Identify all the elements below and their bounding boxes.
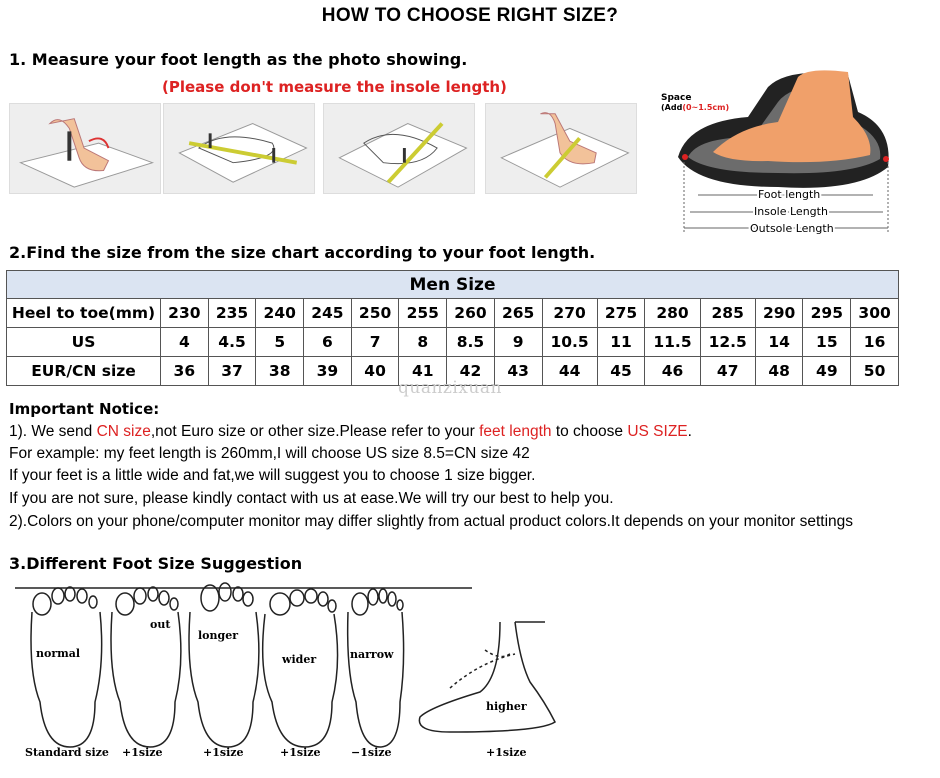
notice-line-5: 2).Colors on your phone/computer monitor may differ slightly from actual product colors.It depends on your monitor settings <box>9 513 854 530</box>
size-cell: 245 <box>304 299 352 328</box>
size-row-label: Heel to toe(mm) <box>7 299 161 328</box>
notice-line-2: For example: my feet length is 260mm,I will choose US size 8.5=CN size 42 <box>9 445 530 462</box>
size-cell: 12.5 <box>700 328 755 357</box>
measure-photo-4 <box>485 103 637 194</box>
size-cell: 46 <box>645 357 700 386</box>
foot-length-label: Foot length <box>758 188 821 201</box>
size-row-label: US <box>7 328 161 357</box>
foot-caption-standard: Standard size <box>25 746 109 759</box>
size-cell: 5 <box>256 328 304 357</box>
watermark: quanzixuan <box>398 378 502 398</box>
size-cell: 7 <box>351 328 399 357</box>
size-cell: 10.5 <box>542 328 597 357</box>
size-cell: 44 <box>542 357 597 386</box>
size-row <box>7 328 899 357</box>
size-cell: 40 <box>351 357 399 386</box>
size-cell: 9 <box>494 328 542 357</box>
page-title: HOW TO CHOOSE RIGHT SIZE? <box>321 5 619 26</box>
space-label: Space <box>661 93 692 103</box>
size-cell: 39 <box>304 357 352 386</box>
size-cell: 36 <box>161 357 209 386</box>
size-cell: 295 <box>803 299 851 328</box>
feet-length-highlight: feet length <box>479 423 552 440</box>
size-cell: 4 <box>161 328 209 357</box>
notice-line-1: 1). We send CN size,not Euro size or other size.Please refer to your feet length to choose US SIZE. <box>9 423 692 440</box>
space-range: (0~1.5cm) <box>682 103 730 112</box>
foot-caption-out: +1size <box>122 746 163 759</box>
size-cell: 49 <box>803 357 851 386</box>
size-cell: 235 <box>208 299 256 328</box>
size-cell: 37 <box>208 357 256 386</box>
size-cell: 45 <box>597 357 645 386</box>
size-cell: 48 <box>755 357 803 386</box>
size-cell: 47 <box>700 357 755 386</box>
size-chart-header: Men Size <box>7 271 899 299</box>
foot-inner-normal: normal <box>36 647 81 660</box>
size-row <box>7 299 899 328</box>
cn-size-highlight: CN size <box>96 423 151 440</box>
size-cell: 260 <box>447 299 495 328</box>
foot-inner-higher: higher <box>486 700 527 713</box>
outsole-length-label: Outsole Length <box>750 222 834 235</box>
foot-length-diagram <box>658 67 904 239</box>
notice-heading: Important Notice: <box>9 400 160 418</box>
insole-warning: (Please don't measure the insole length) <box>162 78 507 96</box>
us-size-highlight: US SIZE <box>627 423 688 440</box>
size-cell: 38 <box>256 357 304 386</box>
foot-inner-narrow: narrow <box>350 648 394 661</box>
size-cell: 300 <box>851 299 899 328</box>
size-cell: 41 <box>399 357 447 386</box>
size-cell: 42 <box>447 357 495 386</box>
size-cell: 270 <box>542 299 597 328</box>
size-cell: 50 <box>851 357 899 386</box>
foot-caption-narrow: −1size <box>351 746 392 759</box>
size-cell: 250 <box>351 299 399 328</box>
size-cell: 265 <box>494 299 542 328</box>
size-cell: 6 <box>304 328 352 357</box>
size-cell: 11.5 <box>645 328 700 357</box>
space-add-prefix: (Add <box>661 103 683 112</box>
notice-line-3: If your feet is a little wide and fat,we will suggest you to choose 1 size bigger. <box>9 467 536 484</box>
foot-caption-wider: +1size <box>280 746 321 759</box>
insole-length-label: Insole Length <box>754 205 828 218</box>
size-cell: 275 <box>597 299 645 328</box>
step3-heading: 3.Different Foot Size Suggestion <box>9 554 303 573</box>
step2-heading: 2.Find the size from the size chart according to your foot length. <box>9 243 596 262</box>
measure-photo-2 <box>163 103 315 194</box>
foot-inner-out: out <box>150 618 171 631</box>
size-cell: 290 <box>755 299 803 328</box>
measure-photo-1 <box>9 103 161 194</box>
size-cell: 255 <box>399 299 447 328</box>
size-cell: 240 <box>256 299 304 328</box>
foot-caption-higher: +1size <box>486 746 527 759</box>
foot-inner-longer: longer <box>198 629 238 642</box>
notice-line-4: If you are not sure, please kindly contact with us at ease.We will try our best to help you. <box>9 490 614 507</box>
size-cell: 11 <box>597 328 645 357</box>
size-row-label: EUR/CN size <box>7 357 161 386</box>
size-cell: 8.5 <box>447 328 495 357</box>
size-cell: 15 <box>803 328 851 357</box>
size-cell: 230 <box>161 299 209 328</box>
size-cell: 280 <box>645 299 700 328</box>
foot-suggestion-illustration <box>10 582 610 772</box>
size-cell: 16 <box>851 328 899 357</box>
measure-photo-3 <box>323 103 475 194</box>
size-cell: 4.5 <box>208 328 256 357</box>
foot-inner-wider: wider <box>282 653 317 666</box>
size-cell: 14 <box>755 328 803 357</box>
size-chart-table <box>6 270 899 386</box>
svg-text:(Add(0~1.5cm) <box>661 103 729 112</box>
size-cell: 43 <box>494 357 542 386</box>
size-cell: 8 <box>399 328 447 357</box>
size-cell: 285 <box>700 299 755 328</box>
step1-heading: 1. Measure your foot length as the photo showing. <box>9 50 468 69</box>
foot-caption-longer: +1size <box>203 746 244 759</box>
